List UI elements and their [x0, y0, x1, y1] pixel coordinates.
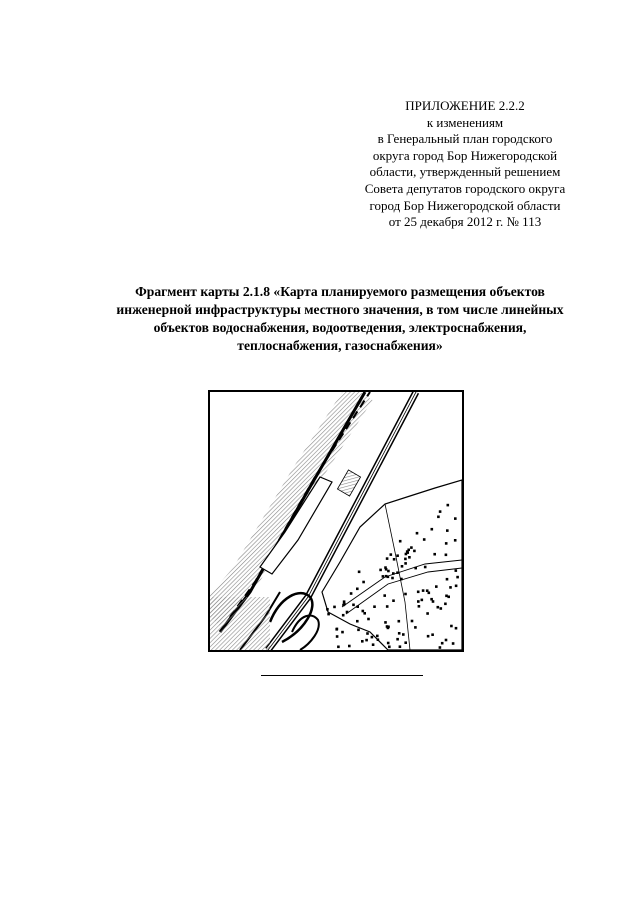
house-mark	[341, 631, 344, 634]
house-mark	[399, 645, 402, 648]
document-title	[60, 283, 620, 355]
house-mark	[404, 562, 407, 565]
street	[346, 568, 462, 614]
house-mark	[343, 600, 346, 603]
title-line: Фрагмент карты 2.1.8 «Карта планируемого размещения объектов	[135, 284, 545, 299]
house-mark	[366, 632, 369, 635]
house-mark	[383, 594, 386, 597]
house-mark	[410, 546, 413, 549]
house-mark	[365, 639, 368, 642]
house-mark	[437, 606, 440, 609]
house-mark	[363, 612, 366, 615]
settlement-area	[322, 480, 462, 650]
house-mark	[455, 627, 458, 630]
house-mark	[362, 610, 365, 613]
house-mark	[373, 605, 376, 608]
house-mark	[437, 516, 440, 519]
house-mark	[444, 603, 447, 606]
house-mark	[386, 557, 389, 560]
house-mark	[384, 566, 387, 569]
house-mark	[449, 586, 452, 589]
house-mark	[386, 605, 389, 608]
house-mark	[426, 589, 429, 592]
house-mark	[400, 578, 403, 581]
house-mark	[408, 556, 411, 559]
house-mark	[401, 565, 404, 568]
house-mark	[335, 628, 338, 631]
house-mark	[411, 620, 414, 623]
house-mark	[333, 606, 336, 609]
house-mark	[393, 558, 396, 561]
house-mark	[431, 528, 434, 531]
title-line: теплоснабжения, газоснабжения»	[237, 338, 443, 353]
house-mark	[414, 567, 417, 570]
house-mark	[327, 613, 330, 616]
house-mark	[456, 576, 459, 579]
house-mark	[450, 625, 453, 628]
house-mark	[452, 642, 455, 645]
house-mark	[455, 585, 458, 588]
house-mark	[336, 635, 339, 638]
appendix-line: в Генеральный план городского	[377, 131, 553, 147]
appendix-line: к изменениям	[426, 114, 504, 130]
appendix-date: от 25 декабря 2012 г. № 113	[388, 214, 542, 230]
separator-line	[261, 675, 423, 676]
house-mark	[447, 504, 450, 507]
house-mark	[404, 558, 407, 561]
house-mark	[424, 566, 427, 569]
house-mark	[358, 571, 361, 574]
house-mark	[423, 538, 426, 541]
house-mark	[352, 604, 355, 607]
house-mark	[404, 593, 407, 596]
house-mark	[439, 510, 442, 513]
house-mark	[356, 588, 359, 591]
house-mark	[379, 569, 382, 572]
house-mark	[446, 578, 449, 581]
house-mark	[382, 575, 385, 578]
house-mark	[387, 626, 390, 629]
house-mark	[433, 553, 436, 556]
house-mark	[350, 592, 353, 595]
house-mark	[356, 620, 359, 623]
map-fragment	[208, 390, 464, 652]
house-mark	[446, 529, 449, 532]
house-mark	[326, 608, 329, 611]
house-mark	[392, 572, 395, 575]
title-line: инженерной инфраструктуры местного значения, в том числе линейных	[116, 302, 564, 317]
house-mark	[445, 639, 448, 642]
house-mark	[402, 633, 405, 636]
house-mark	[377, 638, 380, 641]
house-mark	[407, 549, 410, 552]
appendix-number: ПРИЛОЖЕНИЕ 2.2.2	[405, 98, 525, 113]
house-mark	[367, 618, 370, 621]
house-mark	[390, 553, 393, 556]
house-mark	[445, 595, 448, 598]
house-mark	[454, 517, 457, 520]
house-mark	[399, 540, 402, 543]
house-mark	[391, 577, 394, 580]
house-mark	[427, 635, 430, 638]
house-mark	[413, 550, 416, 553]
house-mark	[342, 614, 345, 617]
house-mark	[421, 599, 424, 602]
house-mark	[346, 611, 349, 614]
house-mark	[372, 643, 375, 646]
house-mark	[440, 607, 443, 610]
appendix-header	[330, 98, 600, 231]
house-mark	[371, 636, 374, 639]
building	[337, 470, 360, 496]
house-mark	[435, 585, 438, 588]
house-mark	[388, 646, 391, 649]
railway-band	[210, 392, 360, 617]
house-mark	[343, 603, 346, 606]
house-mark	[384, 621, 387, 624]
house-mark	[430, 598, 433, 601]
house-mark	[398, 620, 401, 623]
title-line: объектов водоснабжения, водоотведения, электроснабжения,	[153, 320, 527, 335]
house-mark	[417, 591, 420, 594]
house-mark	[431, 633, 434, 636]
house-mark	[356, 605, 359, 608]
house-mark	[396, 571, 399, 574]
appendix-line: Совета депутатов городского округа	[364, 180, 566, 196]
house-mark	[337, 646, 340, 649]
house-mark	[387, 642, 390, 645]
house-mark	[454, 539, 457, 542]
house-mark	[396, 638, 399, 641]
house-mark	[445, 542, 448, 545]
house-mark	[362, 581, 365, 584]
house-mark	[357, 629, 360, 632]
house-mark	[398, 632, 401, 635]
house-mark	[348, 645, 351, 648]
house-mark	[445, 554, 448, 557]
house-mark	[432, 600, 435, 603]
hatched-zone	[210, 597, 270, 650]
house-mark	[439, 646, 442, 649]
appendix-line: области, утвержденный решением	[369, 164, 561, 180]
house-mark	[396, 554, 399, 557]
house-mark	[385, 575, 388, 578]
house-mark	[414, 626, 417, 629]
house-mark	[416, 532, 419, 535]
house-mark	[455, 569, 458, 572]
map-drawing	[210, 392, 462, 650]
house-mark	[387, 570, 390, 573]
house-mark	[392, 599, 395, 602]
appendix-line: город Бор Нижегородской области	[369, 197, 561, 213]
house-mark	[418, 605, 421, 608]
house-mark	[422, 589, 425, 592]
house-mark	[441, 642, 444, 645]
house-mark	[361, 640, 364, 643]
house-mark	[417, 600, 420, 603]
house-mark	[376, 635, 379, 638]
house-mark	[404, 641, 407, 644]
appendix-line: округа город Бор Нижегородской	[372, 147, 558, 163]
house-mark	[426, 612, 429, 615]
